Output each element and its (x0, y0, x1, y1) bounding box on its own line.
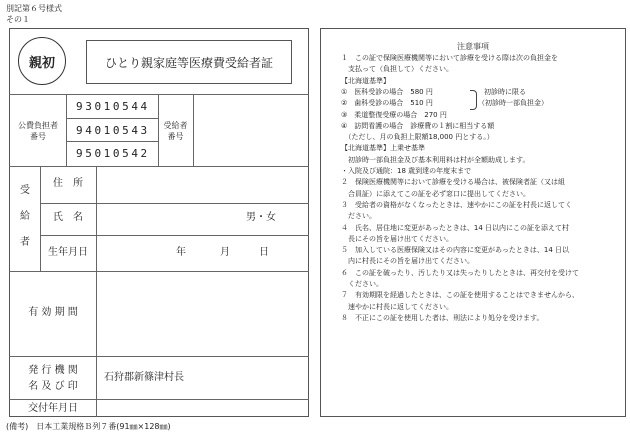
bracket-note-1: 初診時に限る (484, 88, 526, 96)
payer-number-2: 94010543 (76, 124, 150, 137)
name-label: 氏 名 (53, 212, 83, 223)
title-box (86, 40, 292, 84)
divider (66, 94, 67, 166)
notes-line: （ただし、月の負担上限額18,000 円とする。） (341, 133, 494, 142)
notes-line: 速やかに村長に返してください。 (341, 302, 453, 311)
divider (9, 166, 309, 167)
divider (9, 271, 309, 272)
stamp-text: 親初 (28, 55, 55, 71)
notes-line: 長にその旨を届け出てください。 (341, 234, 453, 243)
divider (66, 118, 158, 119)
notes-line: ６ この証を破ったり、汚したり又は失ったりしたときは、再交付を受けて (341, 268, 579, 277)
notes-line: ５ 加入している医療保険又はその内容に変更があったときは、14 日以 (341, 246, 570, 255)
divider (40, 203, 309, 204)
notes-panel (320, 28, 626, 417)
payer-number-3: 95010542 (76, 147, 150, 160)
notes-line: １ この証で保険医療機関等において診療を受ける際は次の負担金を (341, 54, 558, 62)
issuer-label: 発 行 機 関 名 及 び 印 (28, 365, 78, 392)
divider (193, 94, 194, 166)
notes-line: 【北海道基準】 (341, 76, 390, 85)
gender-label: 男・女 (246, 212, 276, 223)
divider (9, 94, 309, 95)
dob-label: 生年月日 (48, 247, 88, 258)
payer-number-label: 公費負担者 番号 (18, 121, 58, 141)
divider (66, 141, 158, 142)
notes-line: 初診時一部負担金及び基本利用料は村が全額助成します。 (341, 155, 530, 164)
recipient-number-label: 受給者 番号 (163, 121, 188, 141)
recipient-section-label: 受 給 者 (20, 185, 30, 248)
notes-line: ② 歯科受診の場合 510 円 (341, 99, 433, 108)
divider (96, 166, 97, 271)
divider (40, 235, 309, 236)
notes-line: ３ 受給者の資格がなくなったときは、速やかにこの証を村長に返してく (341, 200, 572, 209)
notes-line: ④ 訪問看護の場合 診療費の１割に相当する額 (341, 121, 495, 130)
notes-title: 注意事項 (457, 42, 489, 51)
payer-number-1: 93010544 (76, 100, 150, 113)
notes-line: ２ 保険医療機関等において診療を受ける場合は、被保険者証（又は組 (341, 178, 565, 187)
notes-line: ③ 柔道整復受療の場合 270 円 (341, 110, 447, 119)
sheet-label: その１ (6, 15, 30, 24)
notes-line: 支払って（負担して）ください。 (341, 65, 453, 74)
bracket-mark (470, 90, 477, 110)
bracket-note-2: （初診時一部負担金） (478, 99, 548, 107)
issue-date-label: 交付年月日 (28, 403, 78, 414)
notes-line: 内に村長にその旨を届け出てください。 (341, 257, 474, 266)
stamp-circle (18, 37, 66, 85)
notes-line: ８ 不正にこの証を使用した者は、刑法により処分を受けます。 (341, 313, 544, 322)
validity-label: 有 効 期 間 (28, 307, 78, 318)
notes-line: ください。 (341, 280, 383, 288)
notes-line: ７ 有効期限を経過したときは、この証を使用することはできませんから、 (341, 291, 579, 300)
notes-line: ・入院及び通院：18 歳到達の年度末まで (341, 167, 472, 175)
month-label: 月 (220, 247, 230, 258)
divider (9, 399, 309, 400)
notes-line: 合員証）に添えてこの証を必ず窓口に提出してください。 (341, 189, 530, 198)
footnote: (備考) 日本工業規格Ｂ列７番(91㎜×128㎜) (6, 422, 171, 431)
card-title: ひとり親家庭等医療費受給者証 (104, 55, 273, 70)
day-label: 日 (259, 247, 269, 258)
notes-line: 【北海道基準】上乗せ基準 (341, 144, 425, 153)
address-label: 住 所 (53, 178, 83, 189)
notes-line: ださい。 (341, 212, 376, 221)
year-label: 年 (176, 247, 186, 258)
issuer-value: 石狩郡新篠津村長 (104, 372, 184, 383)
notes-line: ① 医科受診の場合 580 円 (341, 87, 433, 96)
divider (96, 271, 97, 417)
form-label: 別記第６号様式 (6, 4, 62, 13)
notes-line: ４ 氏名、居住地に変更があったときは、14 日以内にこの証を添えて村 (341, 223, 570, 232)
divider (9, 356, 309, 357)
